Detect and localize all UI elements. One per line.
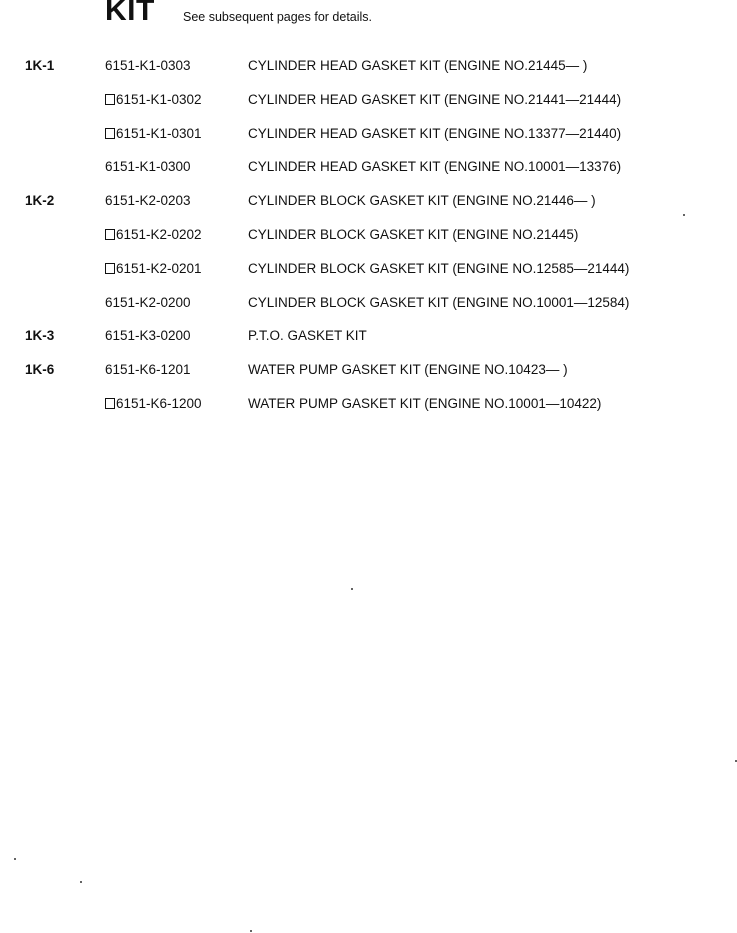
part-number-cell — [105, 295, 191, 310]
part-number-cell — [105, 126, 202, 141]
part-number: 6151-K3-0200 — [105, 328, 191, 344]
checkbox-icon — [105, 229, 115, 240]
part-number-cell — [105, 261, 202, 276]
table-row — [0, 193, 737, 227]
part-number-cell — [105, 362, 191, 377]
part-number: 6151-K2-0203 — [105, 193, 191, 209]
table-row — [0, 58, 737, 92]
part-number-cell — [105, 328, 191, 343]
part-number: 6151-K1-0301 — [116, 125, 202, 141]
table-row — [0, 295, 737, 329]
part-number: 6151-K1-0303 — [105, 58, 191, 73]
page-title: KIT — [105, 0, 155, 27]
part-number: 6151-K2-0202 — [116, 226, 202, 242]
scan-speck — [683, 214, 685, 216]
part-description: CYLINDER BLOCK GASKET KIT (ENGINE NO.21445) — [248, 226, 579, 242]
part-description: CYLINDER HEAD GASKET KIT (ENGINE NO.21441—21444) — [248, 91, 622, 107]
table-row — [0, 328, 737, 362]
part-number-cell — [105, 396, 202, 411]
checkbox-icon — [105, 128, 115, 139]
part-description: CYLINDER BLOCK GASKET KIT (ENGINE NO.12585—21444) — [248, 260, 630, 276]
part-number-cell — [105, 159, 191, 174]
parts-list — [0, 58, 737, 430]
part-number-cell — [105, 92, 202, 107]
part-number: 6151-K6-1200 — [116, 395, 202, 411]
scan-speck — [351, 588, 353, 590]
checkbox-icon — [105, 94, 115, 105]
part-description: CYLINDER HEAD GASKET KIT (ENGINE NO.10001—13376) — [248, 159, 622, 175]
part-number: 6151-K2-0200 — [105, 294, 191, 310]
part-number: 6151-K2-0201 — [116, 260, 202, 276]
table-row — [0, 227, 737, 261]
part-number: 6151-K6-1201 — [105, 362, 191, 378]
part-description: WATER PUMP GASKET KIT (ENGINE NO.10423— ) — [248, 362, 568, 378]
part-number-cell — [105, 227, 202, 242]
part-number-cell — [105, 193, 191, 208]
scan-speck — [250, 930, 252, 932]
table-row — [0, 92, 737, 126]
reference-number: 1K-1 — [25, 58, 55, 73]
table-row — [0, 126, 737, 160]
part-description: CYLINDER BLOCK GASKET KIT (ENGINE NO.10001—12584) — [248, 294, 630, 310]
part-description: CYLINDER BLOCK GASKET KIT (ENGINE NO.21446— ) — [248, 193, 596, 209]
table-row — [0, 261, 737, 295]
part-number: 6151-K1-0300 — [105, 159, 191, 175]
table-row — [0, 396, 737, 430]
table-row — [0, 362, 737, 396]
part-description: P.T.O. GASKET KIT — [248, 328, 367, 344]
reference-number: 1K-2 — [25, 193, 55, 209]
scan-speck — [80, 881, 82, 883]
part-number-cell — [105, 58, 191, 73]
scan-speck — [14, 858, 16, 860]
table-row — [0, 159, 737, 193]
checkbox-icon — [105, 398, 115, 409]
part-description: CYLINDER HEAD GASKET KIT (ENGINE NO.13377—21440) — [248, 125, 622, 141]
checkbox-icon — [105, 263, 115, 274]
part-description: WATER PUMP GASKET KIT (ENGINE NO.10001—10422) — [248, 395, 602, 411]
part-number: 6151-K1-0302 — [116, 91, 202, 107]
part-description: CYLINDER HEAD GASKET KIT (ENGINE NO.21445— ) — [248, 58, 588, 73]
reference-number: 1K-6 — [25, 362, 55, 378]
reference-number: 1K-3 — [25, 328, 55, 344]
header-note: See subsequent pages for details. — [183, 10, 373, 24]
